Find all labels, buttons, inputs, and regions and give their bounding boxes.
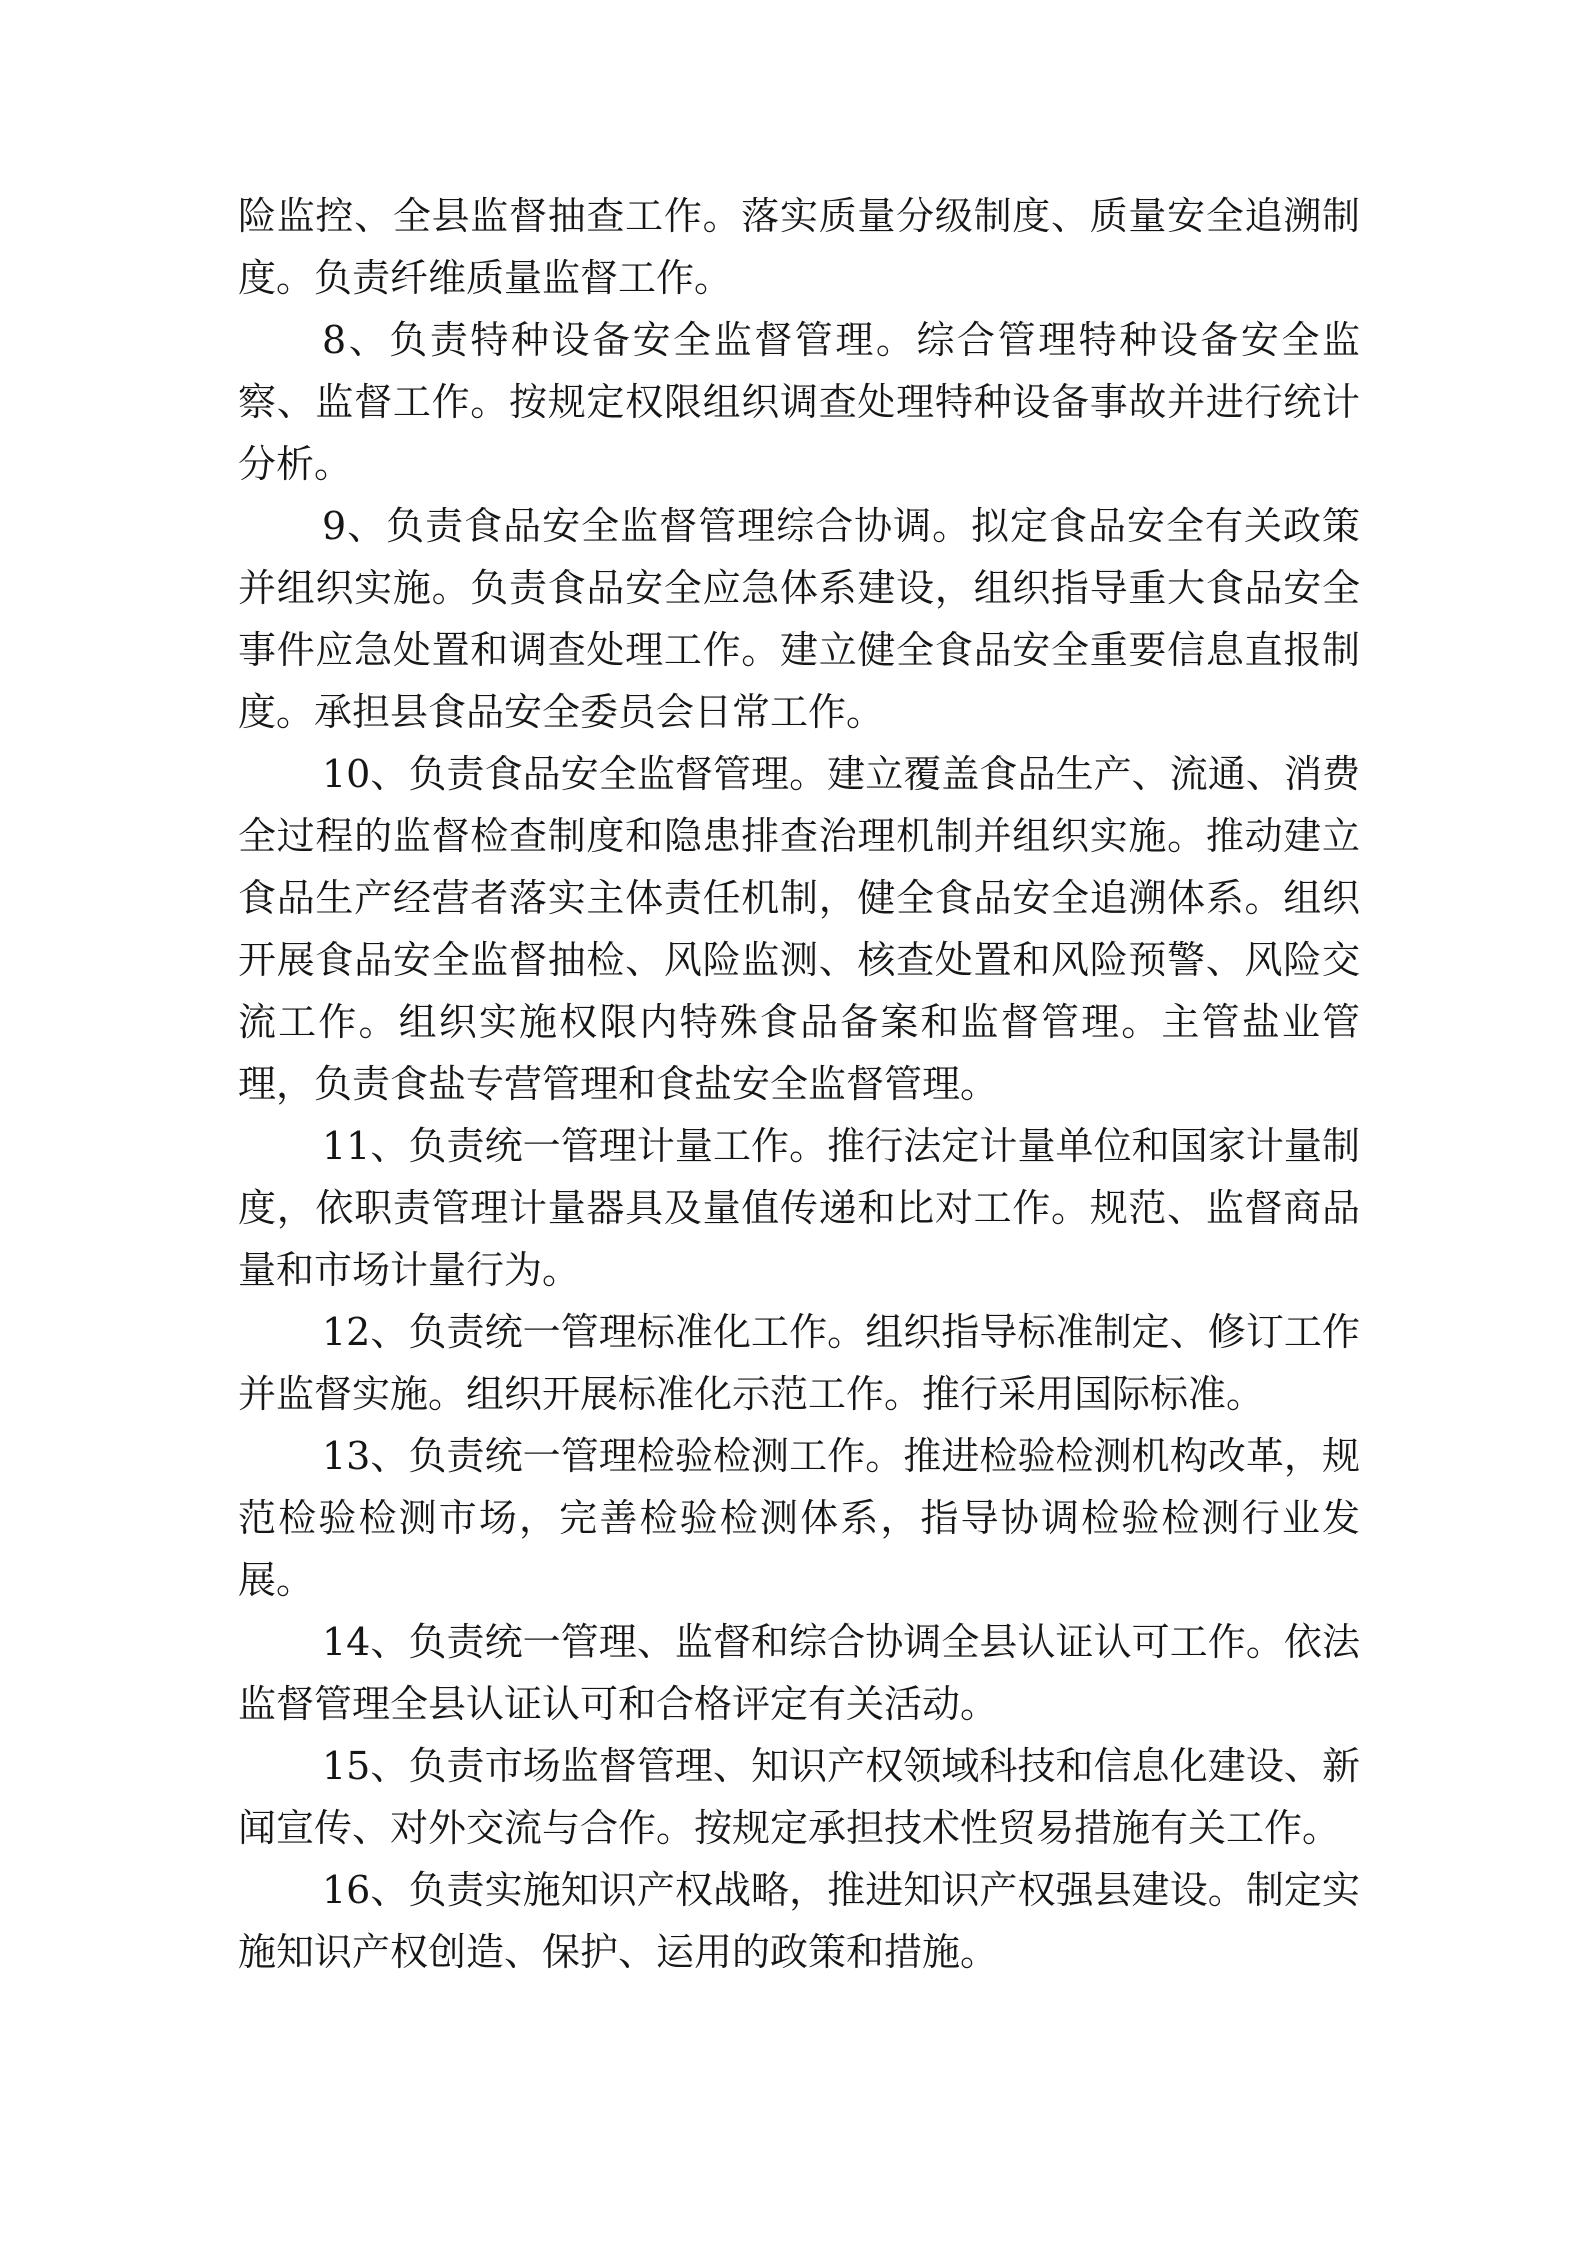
paragraph-item-8: 8、负责特种设备安全监督管理。综合管理特种设备安全监察、监督工作。按规定权限组织调查处理特种设备事故并进行统计分析。	[238, 318, 1360, 486]
paragraph-item-12: 12、负责统一管理标准化工作。组织指导标准制定、修订工作并监督实施。组织开展标准化示范工作。推行采用国际标准。	[238, 1310, 1360, 1416]
paragraph-continuation: 险监控、全县监督抽查工作。落实质量分级制度、质量安全追溯制度。负责纤维质量监督工作。	[238, 194, 1360, 300]
paragraph-item-16: 16、负责实施知识产权战略，推进知识产权强县建设。制定实施知识产权创造、保护、运用的政策和措施。	[238, 1868, 1360, 1974]
document-body	[238, 185, 1360, 1983]
paragraph-item-15: 15、负责市场监督管理、知识产权领域科技和信息化建设、新闻宣传、对外交流与合作。按规定承担技术性贸易措施有关工作。	[238, 1744, 1360, 1850]
paragraph-item-14: 14、负责统一管理、监督和综合协调全县认证认可工作。依法监督管理全县认证认可和合格评定有关活动。	[238, 1620, 1360, 1726]
paragraph-item-9: 9、负责食品安全监督管理综合协调。拟定食品安全有关政策并组织实施。负责食品安全应急体系建设，组织指导重大食品安全事件应急处置和调查处理工作。建立健全食品安全重要信息直报制度。承担县食品安全委员会日常工作。	[238, 504, 1360, 734]
paragraph-item-10: 10、负责食品安全监督管理。建立覆盖食品生产、流通、消费全过程的监督检查制度和隐患排查治理机制并组织实施。推动建立食品生产经营者落实主体责任机制，健全食品安全追溯体系。组织开展食品安全监督抽检、风险监测、核查处置和风险预警、风险交流工作。组织实施权限内特殊食品备案和监督管理。主管盐业管理，负责食盐专营管理和食盐安全监督管理。	[238, 752, 1360, 1106]
paragraph-item-11: 11、负责统一管理计量工作。推行法定计量单位和国家计量制度，依职责管理计量器具及量值传递和比对工作。规范、监督商品量和市场计量行为。	[238, 1124, 1360, 1292]
paragraph-item-13: 13、负责统一管理检验检测工作。推进检验检测机构改革，规范检验检测市场，完善检验检测体系，指导协调检验检测行业发展。	[238, 1434, 1360, 1602]
